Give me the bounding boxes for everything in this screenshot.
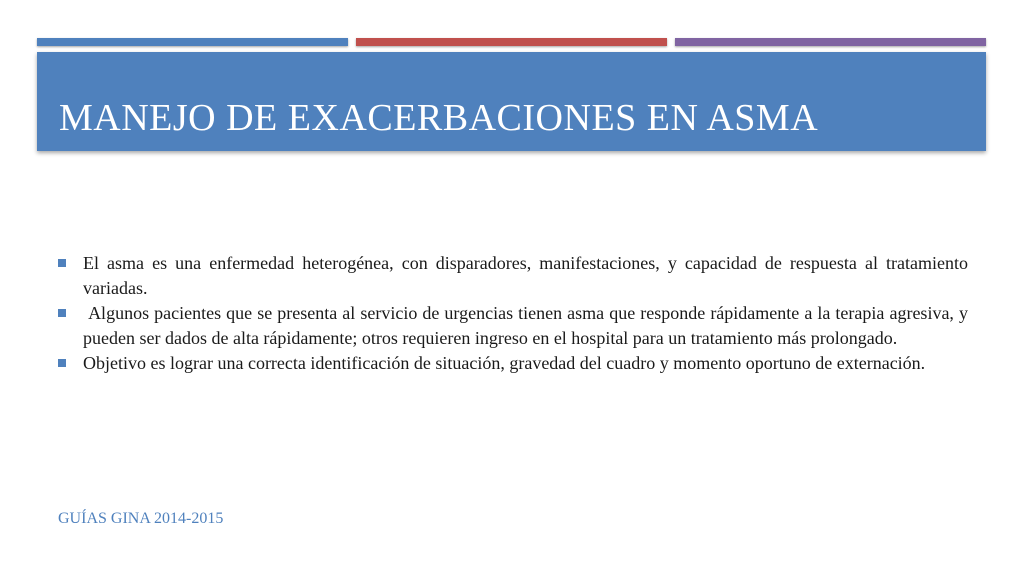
title-banner [37,52,986,151]
accent-bar-red [356,38,667,46]
square-bullet-icon [58,359,66,367]
bullet-list [58,251,973,376]
bullet-item [58,301,973,351]
square-bullet-icon [58,259,66,267]
bullet-text: El asma es una enfermedad heterogénea, con disparadores, manifestaciones, y capacidad de respuesta al tratamiento variadas. [83,253,968,298]
bullet-item [58,251,968,301]
bullet-item [58,351,968,376]
slide-title: MANEJO DE EXACERBACIONES EN ASMA [59,97,819,139]
bullet-text: Objetivo es lograr una correcta identificación de situación, gravedad del cuadro y momento oportuno de externación. [83,353,926,373]
accent-bar-purple [675,38,986,46]
accent-bar-blue [37,38,348,46]
footer-source: GUÍAS GINA 2014-2015 [58,510,224,527]
square-bullet-icon [58,309,66,317]
bullet-text: Algunos pacientes que se presenta al servicio de urgencias tienen asma que responde rápidamente a la terapia agresiva, y pueden ser dados de alta rápidamente; otros requieren ingreso en el hospital para un tratamiento más prolongado. [83,303,973,348]
